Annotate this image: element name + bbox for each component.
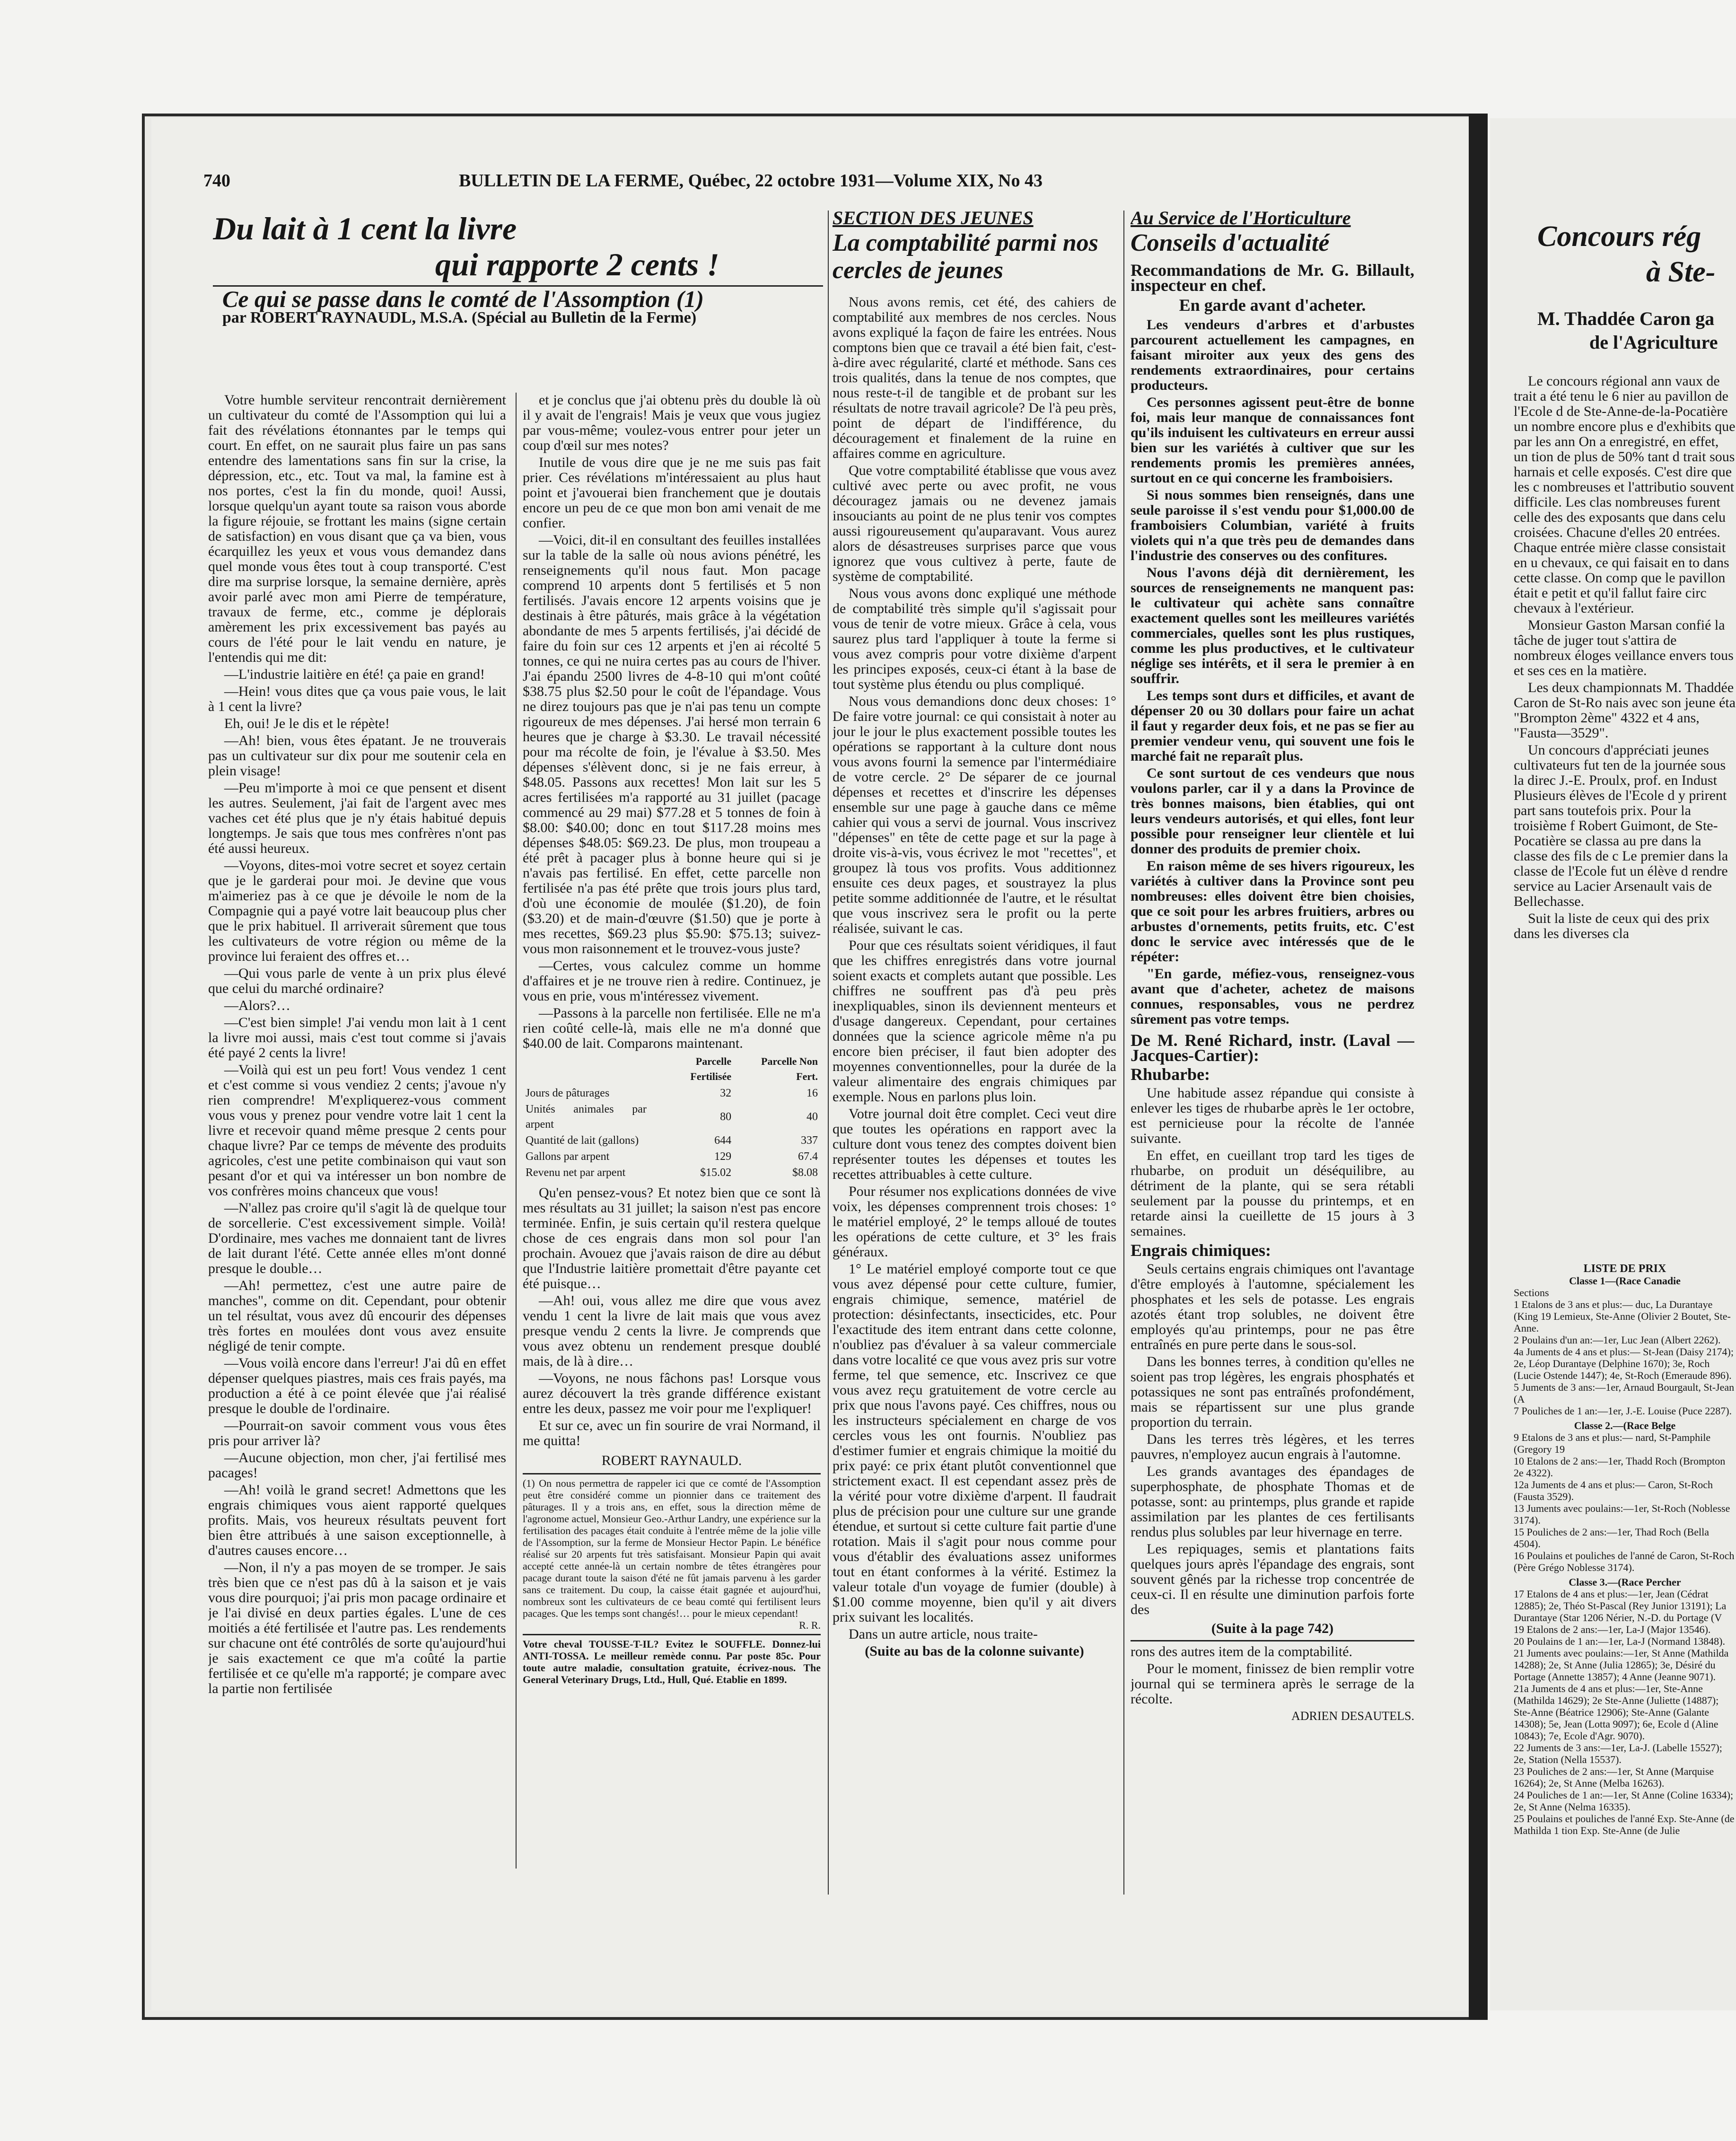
paragraph: Ce sont surtout de ces vendeurs que nous voulons parler, car il y a dans la Province de très bonnes maisons, bien établies, qui ont leurs vendeurs autorisés, et qui elles, font leur possible pour renseigner leur clientèle et lui donner des produits de premier choix. (1131, 765, 1414, 857)
paragraph: Dans les bonnes terres, à condition qu'elles ne soient pas trop légères, les engrais phosphatés et potassiques ne sont pas entraînés profondément, mais se répartissent sur une plus grande proportion du terrain. (1131, 1354, 1414, 1430)
section-label: SECTION DES JEUNES (833, 211, 1034, 228)
continued-note: (Suite à la page 742) (1211, 1621, 1334, 1636)
advert-text: Votre cheval TOUSSE-T-IL? Evitez le SOUFFLE. Donnez-lui ANTI-TOSSA. Le meilleur remède connu. Par poste 85c. Pour toute autre maladie, consultation gratuite, écrivez-nous. The General Veterinary Drugs, Ltd., Hull, Qué. Etablie en 1899. (523, 1638, 821, 1685)
table-cell: Unités animales par arpent (526, 1103, 647, 1131)
paragraph: —Non, il n'y a pas moyen de se tromper. Je sais très bien que ce n'est pas dû à la saison et je vais vous dire pourquoi; j'ai pris mon pacage ordinaire et je l'ai divisé en deux parties égales. L'une de ces moitiés a été fertilisée et l'autre pas. Les rendements sur chacune ont été contrôlés de sorte qu'aujourd'hui je sais exactement ce que m'a coûté la partie fertilisée et ce qu'elle m'a rapporté; je compare avec la partie non fertilisée (208, 1560, 506, 1696)
table-cell: 40 (807, 1111, 818, 1123)
list-item: 17 Etalons de 4 ans et plus:—1er, Jean (Cédrat 12885); 2e, Théo St-Pascal (Rey Junior 13191); La Durantaye (Star 1206 Nérier, N.-D. du Portage (V (1514, 1588, 1727, 1623)
subheading: En garde avant d'acheter. (1179, 296, 1366, 315)
list-item: 15 Pouliches de 2 ans:—1er, Thad Roch (Bella 4504). (1514, 1526, 1709, 1550)
paragraph: —Ah! permettez, c'est une autre paire de manches", comme on dit. Cependant, pour obtenir un tel résultat, vous avez dû encourir des dépenses très fortes en moulées dont vous avez ensuite négligé de tenir compte. (208, 1278, 506, 1354)
footnote-initials: R. R. (799, 1619, 821, 1631)
table-cell: Quantité de lait (gallons) (526, 1134, 639, 1147)
results-table (523, 1053, 821, 1181)
next-page-subtitle-line1: M. Thaddée Caron ga (1537, 308, 1715, 329)
table-cell: $8.08 (792, 1167, 818, 1179)
list-item: 5 Juments de 3 ans:—1er, Arnaud Bourgault, St-Jean (A (1514, 1381, 1735, 1405)
list-item: 2 Poulains d'un an:—1er, Luc Jean (Albert 2262). (1514, 1334, 1721, 1346)
paragraph: Nous vous avons donc expliqué une méthode de comptabilité très simple qu'il s'agissait pour vous de tenir de votre mieux. Grâce à cela, vous saurez plus tard l'appliquer à toute la ferme si vous avez compris pour votre dixième d'arpent les principes exposés, ceux-ci étant à la base de tout système plus étendu ou plus compliqué. (833, 586, 1116, 692)
paragraph: —Alors?… (224, 998, 290, 1013)
paragraph: —Vous voilà encore dans l'erreur! J'ai dû en effet dépenser quelques piastres, mais ces frais payés, ma production a été à ce point élevée que j'ai réalisé presque le double de l'ordinaire. (208, 1355, 506, 1416)
paragraph: —Voyons, ne nous fâchons pas! Lorsque vous aurez découvert la très grande différence existant entre les deux, passez me voir pour me l'expliquer! (523, 1370, 821, 1416)
table-header (523, 1053, 649, 1085)
paragraph: En effet, en cueillant trop tard les tiges de rhubarbe, on produit un déséquilibre, au détriment de la plante, qui se sera rétabli seulement par la pousse du printemps, et en retarde ainsi la cueillette de 15 jours à 3 semaines. (1131, 1148, 1414, 1239)
column-divider (516, 393, 517, 1869)
article1-column1 (208, 393, 506, 1883)
article1-footnote: (1) On nous permettra de rappeler ici que ce comté de l'Assomption peut être considéré comme un pionnier dans ce traitement des pâturages. Il y a trois ans, en effet, sous la direction même de l'agronome actuel, Monsieur Geo.-Arthur Landry, une expérience sur la fertilisation des pacages était conduite à l'entrée même de la jolie ville de l'Assomption, sur la ferme de Monsieur Hector Papin. Le bénéfice réalisé sur 20 arpents fut très satisfaisant. Monsieur Papin qui avait accepté cette année-là un certain nombre de têtes étrangères pour pacage durant toute la saison d'été ne fût jamais parvenu à les garder sans ce traitement. Du coup, la caisse était gagnée et aujourd'hui, nombreux sont les cultivateurs de ce beau comté qui fertilisent leurs pacages. Que les temps sont changés!… pour le mieux cependant! (523, 1477, 821, 1619)
paragraph: et je conclus que j'ai obtenu près du double là où il y avait de l'engrais! Mais je veux que vous jugiez par vous-même; voulez-vous entrer pour jeter un coup d'œil sur mes notes? (523, 393, 821, 453)
table-cell: 67.4 (798, 1150, 818, 1163)
list-item: 23 Pouliches de 2 ans:—1er, St Anne (Marquise 16264); 2e, St Anne (Melba 16263). (1514, 1765, 1714, 1789)
paragraph: 1° Le matériel employé comporte tout ce que vous avez dépensé pour cette culture, fumier, engrais chimique, semence, matériel de protection: désinfectants, insecticides, etc. Pour l'exactitude des item entrant dans cette colonne, n'oubliez pas d'évaluer à sa valeur commerciale dans votre localité ce que vous avez pris sur votre ferme, tel que semence, etc. Inscrivez ce que vous avez reçu gratuitement de votre cercle au prix que nous l'avons payé. Ces chiffres, nous ou les instructeurs spécialement en charge de vos cercles vous les ont fournis. N'oubliez pas d'estimer fumier et engrais chimique la moitié du prix payé: ce prix étant plutôt conventionnel que strictement exact. Il est cependant assez près de la vérité pour votre dixième d'arpent. Il faudrait plus de précision pour une culture sur une grande étendue, et surtout si cette culture fait partie d'une rotation. Mais il s'agit pour nous comme pour vous d'établir des évaluations assez uniformes tout en étant conformes à la vérité. Estimez la valeur totale d'un voyage de fumier (double) à $1.00 comme moyenne, bien qu'il y ait divers prix suivant les localités. (833, 1261, 1116, 1625)
section-label: Au Service de l'Horticulture (1131, 211, 1351, 228)
paragraph: Le concours régional ann vaux de trait a été tenu le 6 nier au pavillon de l'Ecole d de Ste-Anne-de-la-Pocatière un nombre encore plus e d'exhibits que par les ann On a enregistré, en effet, un tion de plus de 50% tant d trait sous harnais et celle exposés. C'est dire que les c nombreuses et l'attributio souvent difficile. Les clas nombreuses furent celle des des exposants que dans celu croisées. Chacune d'elles 20 entrées. Chaque entrée mière classe consistait en u chevaux, ce qui faisait en to dans cette classe. On comp que le pavillon était e petit et qu'il fallut faire circ chevaux à l'extérieur. (1514, 374, 1736, 616)
subheading: Engrais chimiques: (1131, 1241, 1271, 1260)
paragraph: —Qui vous parle de vente à un prix plus élevé que celui du marché ordinaire? (208, 965, 506, 996)
table-cell: 16 (807, 1087, 818, 1099)
paragraph: —Hein! vous dites que ça vous paie vous, le lait à 1 cent la livre? (208, 684, 506, 714)
list-item: 22 Juments de 3 ans:—1er, La-J. (Labelle 15527); 2e, Station (Nella 15537). (1514, 1742, 1722, 1765)
table-cell: 644 (714, 1134, 732, 1147)
table-cell: Revenu net par arpent (526, 1167, 626, 1179)
paragraph: Dans les terres très légères, et les terres pauvres, n'employez aucun engrais à l'automne. (1131, 1431, 1414, 1462)
paragraph: Monsieur Gaston Marsan confié la tâche de juger tout s'attira de nombreux éloges veillance envers tous et ses ces en la matière. (1514, 617, 1734, 678)
paragraph: Ces personnes agissent peut-être de bonne foi, mais leur manque de connaissances font qu'ils induisent les cultivateurs en erreur aussi bien sur les variétés à cultiver que sur les rendements promis les premières années, surtout en ce qui concerne les framboisiers. (1131, 395, 1414, 486)
list-item: 12a Juments de 4 ans et plus:— Caron, St-Roch (Fausta 3529). (1514, 1479, 1713, 1502)
article1-subtitle: Ce qui se passe dans le comté de l'Assomption (1) (222, 286, 704, 312)
paragraph: Et sur ce, avec un fin sourire de vrai Normand, il me quitta! (523, 1418, 821, 1448)
paragraph: rons des autres item de la comptabilité. (1131, 1644, 1353, 1659)
bold-advice (1131, 317, 1414, 1027)
list-item: 25 Poulains et pouliches de l'anné Exp. Ste-Anne (de Mathilda 1 tion Exp. Ste-Anne (de Julie (1514, 1813, 1735, 1836)
paragraph: Les vendeurs d'arbres et d'arbustes parcourent actuellement les campagnes, en faisant miroiter aux yeux des gens des rendements extraordinaires, pour certains producteurs. (1131, 317, 1414, 393)
paragraph: —Pourrait-on savoir comment vous vous êtes pris pour arriver là? (208, 1418, 506, 1448)
list-item: 4a Juments de 4 ans et plus:— St-Jean (Daisy 2174); 2e, Léop Durantaye (Delphine 1670); 3e, Roch (Lucie Ostende 1447); 4e, St-Roch (Emeraude 896). (1514, 1346, 1734, 1381)
list-item: 7 Pouliches de 1 an:—1er, J.-E. Louise (Puce 2287). (1514, 1405, 1732, 1417)
paragraph: Pour le moment, finissez de bien remplir votre journal qui se terminera après le serrage de la récolte. (1131, 1661, 1414, 1707)
article1-signature: ROBERT RAYNAULD. (601, 1453, 742, 1468)
table-header: Parcelle Non Fert. (761, 1055, 818, 1082)
paragraph: —Voilà qui est un peu fort! Vous vendez 1 cent et c'est comme si vous vendiez 2 cents; j'avoue n'y rien comprendre! M'expliquerez-vous comment vous vous y prenez pour vendre votre lait 1 cent la livre et recevoir quand même presque 2 cents pour chaque livre? Par ce temps de mévente des produits agricoles, c'est une petite combinaison qui vaut son pesant d'or et qui va intéresser un bon nombre de vos confrères moins chanceux que vous! (208, 1062, 506, 1199)
paragraph: Si nous sommes bien renseignés, dans une seule paroisse il s'est vendu pour $1,000.00 de framboisiers Columbian, variété à fruits violets qui n'a que très peu de demandes dans l'industrie des conserves ou des confitures. (1131, 487, 1414, 563)
paragraph: Nous vous demandions donc deux choses: 1° De faire votre journal: ce qui consistait à noter au jour le jour le plus exactement possible toutes les opérations se rapportant à la culture dont nous vous avons fourni la semence par l'intermédiaire de votre cercle. 2° De séparer de ce journal dépenses et recettes et d'inscrire les dépenses ensemble sur une page à gauche dans ce même cahier qui vous a servi de journal. Vous inscrivez "dépenses" en tête de cette page et sur la page à droite vis-à-vis, vous écrivez le mot "recettes", et groupez là tous vos profits. Vous additionnez ensuite ces deux pages, et soustrayez la plus petite somme additionnée de l'autre, et le résultat que vous inscrivez sera le profit ou la perte réalisée, suivant le cas. (833, 693, 1116, 936)
paragraph: Les temps sont durs et difficiles, et avant de dépenser 20 ou 30 dollars pour faire un achat il faut y regarder deux fois, et ne pas se fier au premier vendeur venu, qui souvent une fois le marché fait ne reparaît plus. (1131, 688, 1414, 764)
article1-column2 (523, 393, 821, 1883)
table-cell: 80 (720, 1111, 732, 1123)
paragraph: Les deux championnats M. Thaddée Caron de St-Ro nais avec son jeune éta "Brompton 2ème" 4322 et 4 ans, "Fausta—3529". (1514, 680, 1736, 741)
paragraph: Nous avons remis, cet été, des cahiers de comptabilité aux membres de nos cercles. Nous avons expliqué la façon de faire les entrées. Nous comptons bien que ce travail a été bien fait, c'est-à-dire avec régularité, clarté et méthode. Sans ces trois qualités, dans la tenue de nos comptes, que nous reste-t-il de tangible et de probant sur les résultats de notre travail agricole? De l'à peu près, point de départ de l'indifférence, du découragement et finalement de la ruine en affaires comme en agriculture. (833, 294, 1116, 461)
paragraph: Suit la liste de ceux qui des prix dans les diverses cla (1514, 911, 1710, 941)
prize-list (1514, 1263, 1736, 2001)
paragraph: Un concours d'appréciati jeunes cultivateurs fut ten de la journée sous la direc J.-E. Proulx, prof. en Indust Plusieurs élèves de l'Ecole d y prirent part sans toutefois prix. Pour la troisième f Robert Guimont, de Ste- Pocatière se classa au pre dans la classe des fils de c Le premier dans la classe de l'Ecole fut un élève d rendre service au Lacier Arsenault vais de Bellechasse. (1514, 742, 1728, 909)
column-divider (828, 211, 829, 1895)
table-row (523, 1085, 821, 1101)
paragraph: —Certes, vous calculez comme un homme d'affaires et je ne trouve rien à redire. Continuez, je vous en prie, vous m'intéressez vivement. (523, 958, 821, 1004)
page-number: 740 (203, 171, 230, 191)
list-item: 19 Etalons de 2 ans:—1er, La-J (Major 13546). (1514, 1623, 1711, 1635)
continued-note: (Suite au bas de la colonne suivante) (865, 1643, 1084, 1659)
table-cell: Jours de pâturages (526, 1087, 610, 1099)
article3-title: Conseils d'actualité (1131, 229, 1330, 256)
class-heading: Classe 3.—(Race Percher (1569, 1576, 1681, 1588)
list-item: 21 Juments avec poulains:—1er, St Anne (Mathilda 14288); 2e, St Anne (Julia 12865); 3e, Désiré du Portage (Annette 13857); 4 Anne (Jeanne 9071). (1514, 1647, 1729, 1683)
paragraph: En raison même de ses hivers rigoureux, les variétés à cultiver dans la Province sont peu nombreuses: elles doivent être bien choisies, que ce soit pour les arbres fruitiers, arbres ou arbustes d'ornements, petits fruits, etc. C'est donc le service avec intéressés que de le répéter: (1131, 858, 1414, 965)
paragraph: Nous l'avons déjà dit dernièrement, les sources de renseignements ne manquent pas: le cultivateur qui achète sans connaître exactement quelles sont les meilleures variétés commerciales, quelles sont les plus rustiques, comme les plus productives, et le cultivateur néglige ses intérêts, et il sera le premier à en souffrir. (1131, 565, 1414, 686)
section-rule (1131, 1640, 1414, 1641)
paragraph: —C'est bien simple! J'ai vendu mon lait à 1 cent la livre moi aussi, mais c'est tout comme si j'avais été payé 2 cents la livre! (208, 1015, 506, 1061)
paragraph: Que votre comptabilité établisse que vous avez cultivé avec perte ou avec profit, ne vous découragez jamais ou ne devenez jamais insouciants au point de ne plus tenir vos comptes aussi rigoureusement qu'auparavant. Vous aurez alors de désastreuses surprises parce que vous ignorez que vous cultivez à perte, faute de système de comptabilité. (833, 463, 1116, 584)
paragraph: "En garde, méfiez-vous, renseignez-vous avant que d'acheter, achetez de maisons connues, responsables, vous ne perdrez sûrement pas votre temps. (1131, 966, 1414, 1027)
paragraph: Les grands avantages des épandages de superphosphate, de phosphate Thomas et de potasse, sont: au printemps, plus grande et rapide assimilation par les plantes de ces fertilisants rendus plus solubles par leur hivernage en terre. (1131, 1464, 1414, 1540)
next-page-title-line1: Concours rég (1537, 220, 1701, 253)
list-item: 24 Pouliches de 1 an:—1er, St Anne (Coline 16334); 2e, St Anne (Nelma 16335). (1514, 1789, 1734, 1813)
next-page-text (1514, 374, 1736, 1249)
paragraph: —Voici, dit-il en consultant des feuilles installées sur la table de la salle où nous avions pénétré, les renseignements qu'il nous faut. Mon pacage comprend 10 arpents dont 5 fertilisés et 5 non fertilisés. J'avais encore 12 arpents voisins que je destinais à être pâturés, mais grâce à la végétation abondante de mes 5 arpents fertilisés, j'ai décidé de faire du foin sur ces 12 arpents et j'en ai récolté 5 tonnes, ce qui ne nuira certes pas au cours de l'hiver. J'ai épandu 2500 livres de 4-8-10 qui m'ont coûté $38.75 plus $2.50 pour le coût de l'épandage. Vous ne direz toujours pas que je n'ai pas tenu un compte rigoureux de mes dépenses. J'ai hersé mon terrain 6 heures que je charge à $3.30. Le travail nécessité pour ma récolte de foin, je l'évalue à $3.50. Mes dépenses s'élèvent donc, si je ne fais erreur, à $48.05. Passons aux recettes! Mon lait sur les 5 acres fertilisées m'a rapporté au 31 juillet (pacage commencé au 29 mai) $77.28 et 5 tonnes de foin à $8.00: $40.00; donc en tout $117.28 moins mes dépenses $48.05: $69.23. De plus, mon troupeau a été prêt à pacager plus à bonne heure qui si je n'avais pas fertilisé. En effet, cette parcelle non fertilisée n'a pas été prête que trois jours plus tard, d'où une économie de moulée ($1.20), de foin ($3.20) et de main-d'œuvre ($1.50) que je porte à mes recettes, $69.23 plus $5.90: $75.13; suivez-vous mon raisonnement et le trouvez-vous juste? (523, 532, 821, 956)
paragraph: Dans un autre article, nous traite- (849, 1626, 1038, 1642)
paragraph: Les repiquages, semis et plantations faits quelques jours après l'épandage des engrais, sont souvent gênés par la richesse trop concentrée de ceux-ci. Il en résulte une diminution parfois forte des (1131, 1541, 1414, 1617)
paragraph: Pour que ces résultats soient véridiques, il faut que les chiffres enregistrés dans votre journal soient exacts et complets autant que possible. Les chiffres ne souffrent pas d'à peu près inexpliquables, sinon ils deviennent menteurs et d'usage dangereux. Cependant, pour certaines données que la science agricole même n'a pu encore bien préciser, il faut bien adopter des moyennes conventionnelles, pour la durée de la valeur alimentaire des engrais chimiques par exemple. Nous en parlons plus loin. (833, 938, 1116, 1105)
table-cell: 337 (801, 1134, 818, 1147)
article2-column (833, 211, 1116, 1895)
paragraph: —Ah! voilà le grand secret! Admettons que les engrais chimiques vous aient rapporté quelques profits. Mais, vos heureux résultats peuvent fort bien être attribués à une saison exceptionnelle, à d'autres causes encore… (208, 1482, 506, 1558)
paragraph: —Passons à la parcelle non fertilisée. Elle ne m'a rien coûté celle-là, mais elle ne m'a donné que $40.00 de lait. Comparons maintenant. (523, 1005, 821, 1051)
paragraph: —N'allez pas croire qu'il s'agit là de quelque tour de sorcellerie. C'est excessivement simple. Voilà! D'ordinaire, mes vaches me donnaient tant de livres de lait durant l'été. Cette année elles m'ont donné presque le double… (208, 1200, 506, 1276)
table-row (523, 1165, 821, 1181)
article1-byline: par ROBERT RAYNAUDL, M.S.A. (Spécial au Bulletin de la Ferme) (222, 309, 697, 326)
paragraph: Qu'en pensez-vous? Et notez bien que ce sont là mes résultats au 31 juillet; la saison n'est pas encore terminée. Enfin, je suis certain qu'il restera quelque chose de ces engrais dans mon sol pour l'an prochain. Avouez que j'avais raison de dire au début que l'Industrie laitière promettait d'être payante cet été puisque… (523, 1185, 821, 1291)
column-divider (1123, 211, 1124, 1895)
list-item: 21a Juments de 4 ans et plus:—1er, Ste-Anne (Mathilda 14629); 2e Ste-Anne (Juliette (14887); Ste-Anne (Béatrice 12906); Ste-Anne (Galante 14308); 5e, Jean (Lotta 9097); 6e, Ecole d (Aline 10843); 7e, Ecole d'Agr. 9070). (1514, 1683, 1719, 1742)
article2-title: La comptabilité parmi nos cercles de jeunes (833, 229, 1098, 284)
table-header: Parcelle Fertilisée (690, 1055, 732, 1082)
paragraph: Inutile de vous dire que je ne me suis pas fait prier. Ces révélations m'intéressaient au plus haut point et j'avouerai bien franchement que je doutais encore un peu de ce que mon bon ami venait de me confier. (523, 455, 821, 531)
table-row (523, 1149, 821, 1165)
paragraph: Votre journal doit être complet. Ceci veut dire que toutes les opérations en rapport avec la culture dont vous tenez des comptes doivent bien représenter toutes les dépenses et toutes les recettes attribuables à cette culture. (833, 1106, 1116, 1182)
paragraph: —Peu m'importe à moi ce que pensent et disent les autres. Seulement, j'ai fait de l'argent avec mes vaches cet été plus que je n'y étais habitué depuis longtemps. Je sais que tous mes confrères n'ont pas été aussi heureux. (208, 780, 506, 856)
table-row (523, 1101, 821, 1132)
prize-list-title: LISTE DE PRIX (1583, 1263, 1666, 1275)
class-heading: Classe 2.—(Race Belge (1574, 1420, 1676, 1431)
page-header (203, 170, 1452, 199)
page-gutter (1469, 114, 1488, 2020)
next-page-fragment (1490, 118, 1736, 2010)
list-item: 9 Etalons de 3 ans et plus:— nard, St-Pamphile (Gregory 19 (1514, 1431, 1711, 1455)
article2-signature: ADRIEN DESAUTELS. (1291, 1709, 1414, 1723)
list-item: 1 Etalons de 3 ans et plus:— duc, La Durantaye (King 19 Lemieux, Ste-Anne (Olivier 2 Boutet, Ste-Anne. (1514, 1299, 1731, 1334)
article1-title-line2: qui rapporte 2 cents ! (435, 246, 719, 282)
article1-title-line1: Du lait à 1 cent la livre (213, 211, 517, 246)
list-item: 20 Poulains de 1 an:—1er, La-J (Normand 13848). (1514, 1635, 1725, 1647)
table-cell: Gallons par arpent (526, 1150, 610, 1163)
table-cell: $15.02 (700, 1167, 732, 1179)
class-heading: Classe 1—(Race Canadie (1569, 1275, 1681, 1287)
running-title: BULLETIN DE LA FERME, Québec, 22 octobre 1931—Volume XIX, No 43 (459, 171, 1043, 191)
advert-rule (523, 1634, 821, 1635)
article1-heading (213, 211, 823, 390)
table-cell: 32 (720, 1087, 732, 1099)
next-page-title-line2: à Ste- (1646, 256, 1716, 288)
subheading: Rhubarbe: (1131, 1065, 1210, 1084)
table-cell: 129 (714, 1150, 732, 1163)
list-item: 13 Juments avec poulains:—1er, St-Roch (Noblesse 3174). (1514, 1502, 1730, 1526)
list-item: 16 Poulains et pouliches de l'anné de Caron, St-Roch (Père Grégo Noblesse 3174). (1514, 1550, 1735, 1573)
list-item: Sections (1514, 1287, 1549, 1299)
paragraph: Eh, oui! Je le dis et le répète! (224, 716, 390, 731)
list-item: 10 Etalons de 2 ans:—1er, Thadd Roch (Brompton 2e 4322). (1514, 1455, 1726, 1479)
paragraph: Une habitude assez répandue qui consiste à enlever les tiges de rhubarbe après le 1er octobre, est pernicieuse pour la récolte de l'année suivante. (1131, 1085, 1414, 1146)
paragraph: —Aucune objection, mon cher, j'ai fertilisé mes pacages! (208, 1450, 506, 1481)
paragraph: —Voyons, dites-moi votre secret et soyez certain que je le garderai pour moi. Je devine que vous m'aimeriez pas à ce que je dévoile le nom de la Compagnie qui a payé votre lait beaucoup plus cher que le prix habituel. Il arriverait sûrement que tous les cultivateurs de votre région ou même de la province lui feraient des offres et… (208, 858, 506, 964)
paragraph: Pour résumer nos explications données de vive voix, les dépenses comprennent trois choses: 1° le matériel employé, 2° le temps alloué de toutes les opérations de cette culture, et 3° les frais généraux. (833, 1184, 1116, 1260)
paragraph: —Ah! oui, vous allez me dire que vous avez vendu 1 cent la livre de lait mais que vous avez presque vendu 2 cents la livre. Je comprends que vous avez obtenu un rendement presque doublé mais, de là à dire… (523, 1293, 821, 1369)
footnote-rule (523, 1473, 821, 1474)
paragraph: Votre humble serviteur rencontrait dernièrement un cultivateur du comté de l'Assomption qui lui a fait des révélations étonnantes par le temps qui court. En effet, on ne saurait plus faire un pas sans entendre des lamentations sans fin sur la crise, la dépression, etc., etc. Tout va mal, la famine est à nos portes, c'est la fin du monde, quoi! Aussi, lorsque quelqu'un ayant toute sa raison vous aborde la figure réjouie, se frottant les mains (signe certain de satisfaction) en vous disant que ça va bien, vous écarquillez les yeux et vous vous demandez dans quel monde vous êtes tout à coup transporté. C'est dire ma surprise lorsque, la semaine dernière, après avoir parlé avec mon ami Pierre de température, travaux de ferme, etc., comme je déplorais amèrement les prix excessivement bas payés au cours de l'été pour le lait vendu en nature, je l'entendis qui me dit: (208, 393, 506, 665)
paragraph: —L'industrie laitière en été! ça paie en grand! (224, 667, 485, 682)
next-page-subtitle-line2: de l'Agriculture (1589, 332, 1718, 353)
paragraph: —Ah! bien, vous êtes épatant. Je ne trouverais pas un cultivateur sur dix pour me soutenir cela en plein visage! (208, 733, 506, 779)
article3-byline2: De M. René Richard, instr. (Laval —Jacques-Cartier): (1131, 1031, 1414, 1065)
article3-column (1131, 211, 1414, 1895)
paragraph: Seuls certains engrais chimiques ont l'avantage d'être employés à l'automne, spécialement les phosphates et les sels de potasse. Les engrais azotés étant trop solubles, ne doivent être employés qu'au printemps, pour ne pas être entraînés en pure perte dans le sous-sol. (1131, 1261, 1414, 1352)
article3-byline: Recommandations de Mr. G. Billault, inspecteur en chef. (1131, 261, 1414, 295)
table-row (523, 1132, 821, 1149)
